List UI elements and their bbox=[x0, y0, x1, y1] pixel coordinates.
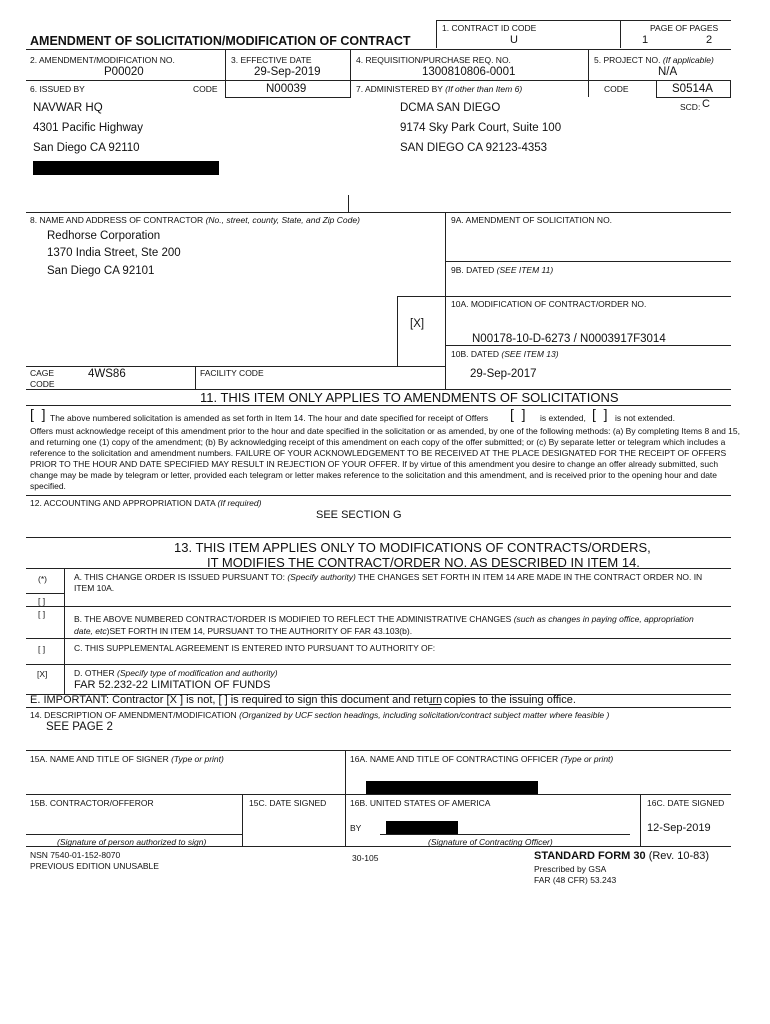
effective-date-value: 29-Sep-2019 bbox=[254, 66, 321, 78]
rule bbox=[26, 537, 731, 538]
form-code: 30-105 bbox=[352, 853, 379, 863]
item13d-text: D. OTHER bbox=[74, 668, 115, 678]
rule bbox=[26, 638, 731, 639]
signer-label: 15A. NAME AND TITLE OF SIGNER bbox=[30, 754, 169, 764]
item13-heading-1: 13. THIS ITEM APPLIES ONLY TO MODIFICATIONS OF CONTRACTS/ORDERS, bbox=[174, 540, 651, 555]
rule bbox=[242, 794, 243, 846]
by-label: BY bbox=[350, 823, 362, 833]
date-16c-value: 12-Sep-2019 bbox=[647, 822, 711, 834]
rule bbox=[195, 366, 196, 389]
item13d-note: (Specify type of modification and authority) bbox=[117, 668, 278, 678]
form-revision: (Rev. 10-83) bbox=[648, 850, 710, 862]
item11-not-extended-label: is not extended. bbox=[615, 413, 676, 423]
admin-line2: 9174 Sky Park Court, Suite 100 bbox=[400, 122, 562, 134]
contractor-line3: San Diego CA 92101 bbox=[47, 265, 155, 277]
rule bbox=[640, 794, 641, 846]
contractor-label: 8. NAME AND ADDRESS OF CONTRACTOR bbox=[30, 215, 204, 225]
rule bbox=[588, 49, 589, 97]
admin-line3: SAN DIEGO CA 92123-4353 bbox=[400, 142, 548, 154]
modification-value: N00178-10-D-6273 / N0003917F3014 bbox=[472, 333, 666, 345]
item11-line1-text: The above numbered solicitation is amended as set forth in Item 14. The hour and date specified for receipt of Offers bbox=[50, 413, 489, 423]
previous-edition-note: PREVIOUS EDITION UNUSABLE bbox=[30, 861, 159, 871]
effective-date-label: 3. EFFECTIVE DATE bbox=[231, 55, 312, 65]
item13b-checkbox[interactable]: [ ] bbox=[38, 609, 46, 619]
usa-label: 16B. UNITED STATES OF AMERICA bbox=[350, 798, 491, 808]
important-text-a: E. IMPORTANT: Contractor [ bbox=[30, 694, 170, 706]
item13c-checkbox[interactable]: [ ] bbox=[38, 644, 46, 654]
nsn-number: NSN 7540-01-152-8070 bbox=[30, 850, 121, 860]
issued-code-label: CODE bbox=[193, 84, 218, 94]
accounting-label: 12. ACCOUNTING AND APPROPRIATION DATA bbox=[30, 498, 216, 508]
cage-label-2: CODE bbox=[30, 379, 55, 389]
item11-not-extended-checkbox[interactable]: [ ] bbox=[592, 406, 608, 422]
rule bbox=[26, 794, 731, 795]
requisition-value: 1300810806-0001 bbox=[422, 66, 516, 78]
item13b-text: B. THE ABOVE NUMBERED CONTRACT/ORDER IS MODIFIED TO REFLECT THE ADMINISTRATIVE CHANGES bbox=[74, 614, 512, 624]
item14-note: (Organized by UCF section headings, including solicitation/contract subject matter where feasible ) bbox=[239, 710, 610, 720]
amendment-no-value: P00020 bbox=[104, 66, 144, 78]
issuer-line2: 4301 Pacific Highway bbox=[33, 122, 143, 134]
project-no-label-text: 5. PROJECT NO. bbox=[594, 55, 661, 65]
dated-9b-label: 9B. DATED bbox=[451, 265, 495, 275]
item11-heading: 11. THIS ITEM ONLY APPLIES TO AMENDMENTS OF SOLICITATIONS bbox=[200, 390, 619, 405]
rule bbox=[436, 20, 437, 48]
rule bbox=[64, 568, 65, 694]
admin-code-label: CODE bbox=[604, 84, 629, 94]
page-number: 1 bbox=[642, 34, 649, 46]
date-16c-label: 16C. DATE SIGNED bbox=[647, 798, 725, 808]
requisition-label: 4. REQUISITION/PURCHASE REQ. NO. bbox=[356, 55, 511, 65]
redaction-bar bbox=[366, 781, 538, 795]
item13b-note-2: date, etc bbox=[74, 626, 107, 636]
contractor-label-note: (No., street, county, State, and Zip Code) bbox=[205, 215, 360, 225]
form-name: STANDARD FORM 30 bbox=[534, 850, 646, 862]
item13c-text: C. THIS SUPPLEMENTAL AGREEMENT IS ENTERED INTO PURSUANT TO AUTHORITY OF: bbox=[74, 643, 436, 653]
project-no-value: N/A bbox=[658, 66, 678, 78]
contract-id-value: U bbox=[510, 34, 518, 46]
rule bbox=[620, 20, 621, 48]
redaction-bar bbox=[386, 821, 458, 834]
contractor-offeror-label: 15B. CONTRACTOR/OFFEROR bbox=[30, 798, 154, 808]
administered-by-label: 7. ADMINISTERED BY bbox=[356, 84, 443, 94]
item14-label: 14. DESCRIPTION OF AMENDMENT/MODIFICATION bbox=[30, 710, 237, 720]
item11-checkbox-left[interactable]: [ ] bbox=[30, 406, 46, 422]
copies-blank[interactable] bbox=[429, 704, 441, 705]
rule bbox=[26, 405, 731, 406]
item11-extended-checkbox[interactable]: [ ] bbox=[510, 406, 526, 422]
important-text-b: ] is not, [ ] is required to sign this document and return bbox=[179, 694, 443, 706]
administered-by-note: (If other than Item 6) bbox=[445, 84, 523, 94]
dated-10b-value: 29-Sep-2017 bbox=[470, 368, 537, 380]
modification-checkbox[interactable]: [X] bbox=[410, 318, 425, 330]
officer-label-note: (Type or print) bbox=[560, 754, 614, 764]
important-contractor-mark[interactable]: X bbox=[169, 694, 177, 706]
dated-9b-note: (SEE ITEM 11) bbox=[496, 265, 554, 275]
scd-label: SCD: bbox=[680, 102, 701, 112]
rule bbox=[26, 49, 731, 50]
officer-label: 16A. NAME AND TITLE OF CONTRACTING OFFICER bbox=[350, 754, 559, 764]
form-title: AMENDMENT OF SOLICITATION/MODIFICATION OF CONTRACT bbox=[30, 34, 411, 48]
item13a-note: (Specify authority) bbox=[287, 572, 356, 582]
issuer-line3: San Diego CA 92110 bbox=[33, 142, 140, 154]
rule bbox=[26, 707, 731, 708]
pages-total: 2 bbox=[706, 34, 713, 46]
admin-code-value: S0514A bbox=[672, 83, 713, 95]
item13a-text-3: ITEM 10A. bbox=[74, 583, 115, 593]
item13b-text-2: )SET FORTH IN ITEM 14, PURSUANT TO THE AUTHORITY OF FAR 43.103(b). bbox=[106, 626, 413, 636]
rule bbox=[26, 750, 731, 751]
rule bbox=[26, 212, 731, 213]
rule bbox=[26, 664, 731, 665]
item13-heading-2: IT MODIFIES THE CONTRACT/ORDER NO. AS DESCRIBED IN ITEM 14. bbox=[207, 555, 640, 570]
officer-signature-line[interactable] bbox=[380, 834, 630, 835]
modification-label: 10A. MODIFICATION OF CONTRACT/ORDER NO. bbox=[451, 299, 647, 309]
item14-value: SEE PAGE 2 bbox=[46, 721, 113, 733]
rule bbox=[26, 846, 731, 847]
admin-line1: DCMA SAN DIEGO bbox=[400, 102, 501, 114]
rule bbox=[26, 80, 731, 81]
item13a-text-2: THE CHANGES SET FORTH IN ITEM 14 ARE MADE IN THE CONTRACT ORDER NO. IN bbox=[358, 572, 703, 582]
item13d-checkbox[interactable]: [X] bbox=[37, 669, 48, 679]
contractor-signature-line[interactable] bbox=[26, 834, 242, 835]
accounting-value: SEE SECTION G bbox=[316, 509, 402, 521]
rule bbox=[445, 261, 731, 262]
dated-10b-label: 10B. DATED bbox=[451, 349, 500, 359]
far-citation: FAR (48 CFR) 53.243 bbox=[534, 875, 617, 885]
rule bbox=[26, 568, 731, 569]
rule bbox=[445, 345, 731, 346]
item13-star: (*) bbox=[38, 574, 47, 584]
item13b-note: (such as changes in paying office, appropriation bbox=[513, 614, 694, 624]
cage-label-1: CAGE bbox=[30, 368, 55, 378]
rule bbox=[445, 212, 446, 389]
dated-10b-note: (SEE ITEM 13) bbox=[501, 349, 559, 359]
item13a-text: A. THIS CHANGE ORDER IS ISSUED PURSUANT TO: bbox=[74, 572, 285, 582]
rule bbox=[348, 195, 349, 212]
rule bbox=[26, 593, 64, 594]
facility-code-label: FACILITY CODE bbox=[200, 368, 264, 378]
issuer-line1: NAVWAR HQ bbox=[33, 102, 103, 114]
rule bbox=[436, 20, 731, 21]
item13d-value: FAR 52.232-22 LIMITATION OF FUNDS bbox=[74, 679, 271, 691]
sig-officer-caption: (Signature of Contracting Officer) bbox=[428, 837, 553, 847]
sig-person-caption: (Signature of person authorized to sign) bbox=[57, 837, 207, 847]
issued-by-label: 6. ISSUED BY bbox=[30, 84, 85, 94]
prescribed-by: Prescribed by GSA bbox=[534, 864, 607, 874]
cage-value: 4WS86 bbox=[88, 368, 126, 380]
redaction-bar bbox=[33, 161, 219, 175]
rule bbox=[26, 366, 445, 367]
item11-extended-label: is extended, bbox=[540, 413, 586, 423]
amendment-no-label: 2. AMENDMENT/MODIFICATION NO. bbox=[30, 55, 175, 65]
contractor-line1: Redhorse Corporation bbox=[47, 230, 161, 242]
date-15c-label: 15C. DATE SIGNED bbox=[249, 798, 327, 808]
amendment-solicitation-label: 9A. AMENDMENT OF SOLICITATION NO. bbox=[451, 215, 613, 225]
issued-code-value: N00039 bbox=[266, 83, 307, 95]
rule bbox=[26, 495, 731, 496]
rule bbox=[345, 750, 346, 846]
signer-label-note: (Type or print) bbox=[171, 754, 224, 764]
rule bbox=[397, 296, 731, 297]
rule bbox=[26, 606, 731, 607]
accounting-label-note: (If required) bbox=[217, 498, 262, 508]
project-no-label bbox=[594, 55, 714, 65]
project-no-label-note: (If applicable) bbox=[662, 55, 714, 65]
important-text-c: copies to the issuing office. bbox=[444, 694, 576, 706]
rule bbox=[397, 296, 398, 366]
page-of-pages-label: PAGE OF PAGES bbox=[650, 23, 719, 33]
contractor-line2: 1370 India Street, Ste 200 bbox=[47, 247, 181, 259]
scd-value: C bbox=[702, 98, 710, 110]
item11-instructions: Offers must acknowledge receipt of this amendment prior to the hour and date specified in the solicitation or as amended, by one of the following methods: (a) By completing Items 8 and 15, and returning one (1) copy of the amendment; (b) By acknowledging receipt of this amendment on each copy of the offer submitted; or (c) By separate letter or telegram which includes a reference to the solicitation and amendment numbers. FAILURE OF YOUR ACKNOWLEDGEMENT TO BE RECEIVED AT THE PLACE DESIGNATED FOR THE RECEIPT OF OFFERS PRIOR TO THE HOUR AND DATE SPECIFIED MAY RESULT IN REJECTION OF YOUR OFFER. If by virtue of this amendment you desire to change an offer already submitted, such change may be made by telegram or letter, provided each telegram or letter makes reference to the solicitation and this amendment, and is received prior to the opening hour and date specified. bbox=[30, 426, 740, 491]
contract-id-label: 1. CONTRACT ID CODE bbox=[442, 23, 537, 33]
item13-box-1[interactable]: [ ] bbox=[38, 596, 46, 606]
